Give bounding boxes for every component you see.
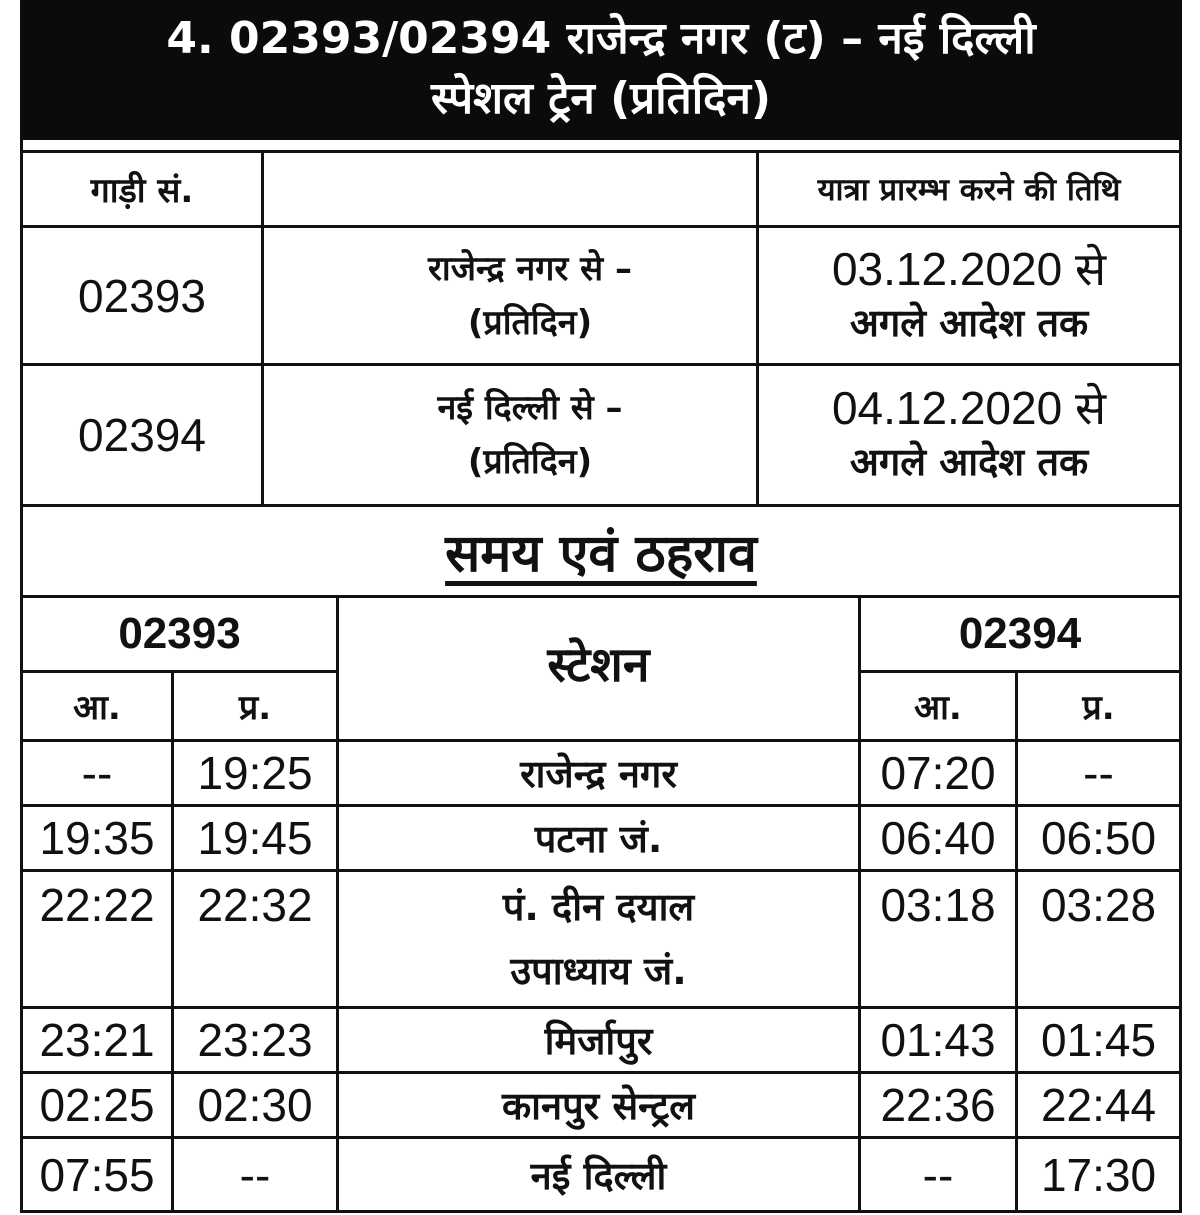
right-departure: 01:45 [1040,1014,1157,1066]
station-name-line2: उपाध्याय जं. [510,949,687,993]
left-departure: 19:25 [197,747,313,799]
arrival-header: आ. [73,688,121,728]
departure-header: प्र. [238,688,272,728]
left-arrival: 19:35 [39,812,155,864]
right-departure: 06:50 [1040,812,1157,864]
date-until: अगले आदेश तक [849,300,1089,345]
info-date [759,366,1179,504]
station-name: राजेन्द्र नगर [520,752,677,796]
right-departure: 03:28 [1040,879,1157,931]
route-from: राजेन्द्र नगर से – [428,248,632,289]
date-until: अगले आदेश तक [849,440,1089,484]
notice-banner [20,0,1182,140]
left-arrival: 02:25 [39,1079,155,1131]
info-route [264,228,756,363]
left-departure: 22:32 [197,879,313,931]
info-route [264,366,756,504]
info-date [759,228,1179,363]
station-name-line1: पं. दीन दयाल [502,885,695,929]
info-train-no: 02394 [78,409,206,461]
right-arrival: 01:43 [880,1014,996,1066]
right-arrival: 22:36 [880,1079,996,1131]
station-name [339,872,858,1006]
route-frequency: (प्रतिदिन) [467,302,593,343]
info-train-no: 02393 [78,269,206,322]
left-departure: -- [239,1148,271,1201]
left-departure: 02:30 [197,1079,313,1131]
train-left-header: 02393 [118,609,241,658]
station-name: कानपुर सेन्ट्रल [501,1084,695,1128]
header-train-no: गाड़ी सं. [90,171,194,211]
station-name: पटना जं. [534,817,663,861]
left-arrival: -- [81,747,113,799]
date-from: 03.12.2020 से [831,242,1107,295]
left-departure: 23:23 [197,1014,313,1066]
right-arrival: 07:20 [880,747,996,799]
left-arrival: 22:22 [39,879,155,931]
departure-header: प्र. [1082,688,1115,728]
right-arrival: 06:40 [880,812,996,864]
right-arrival: -- [922,1148,954,1201]
route-frequency: (प्रतिदिन) [467,442,593,482]
left-arrival: 23:21 [39,1014,155,1066]
right-departure: 22:44 [1040,1079,1157,1131]
route-from: नई दिल्ली से – [437,388,623,428]
date-from: 04.12.2020 से [831,382,1107,434]
banner-title: 4. 02393/02394 राजेन्द्र नगर (ट) – नई दिल्ली [166,13,1036,64]
station-name: मिर्जापुर [544,1019,653,1063]
train-right-header: 02394 [958,609,1082,658]
arrival-header: आ. [914,688,962,728]
header-route [264,153,756,225]
header-start-date: यात्रा प्रारम्भ करने की तिथि [817,172,1121,208]
station-name: नई दिल्ली [530,1153,667,1198]
schedule-title: समय एवं ठहराव [445,523,757,584]
right-departure: -- [1083,747,1114,799]
right-arrival: 03:18 [880,879,996,931]
station-header: स्टेशन [547,637,650,693]
left-arrival: 07:55 [39,1148,155,1201]
banner-subtitle: स्पेशल ट्रेन (प्रतिदिन) [430,73,771,124]
right-departure: 17:30 [1040,1148,1157,1201]
left-departure: 19:45 [197,812,313,864]
